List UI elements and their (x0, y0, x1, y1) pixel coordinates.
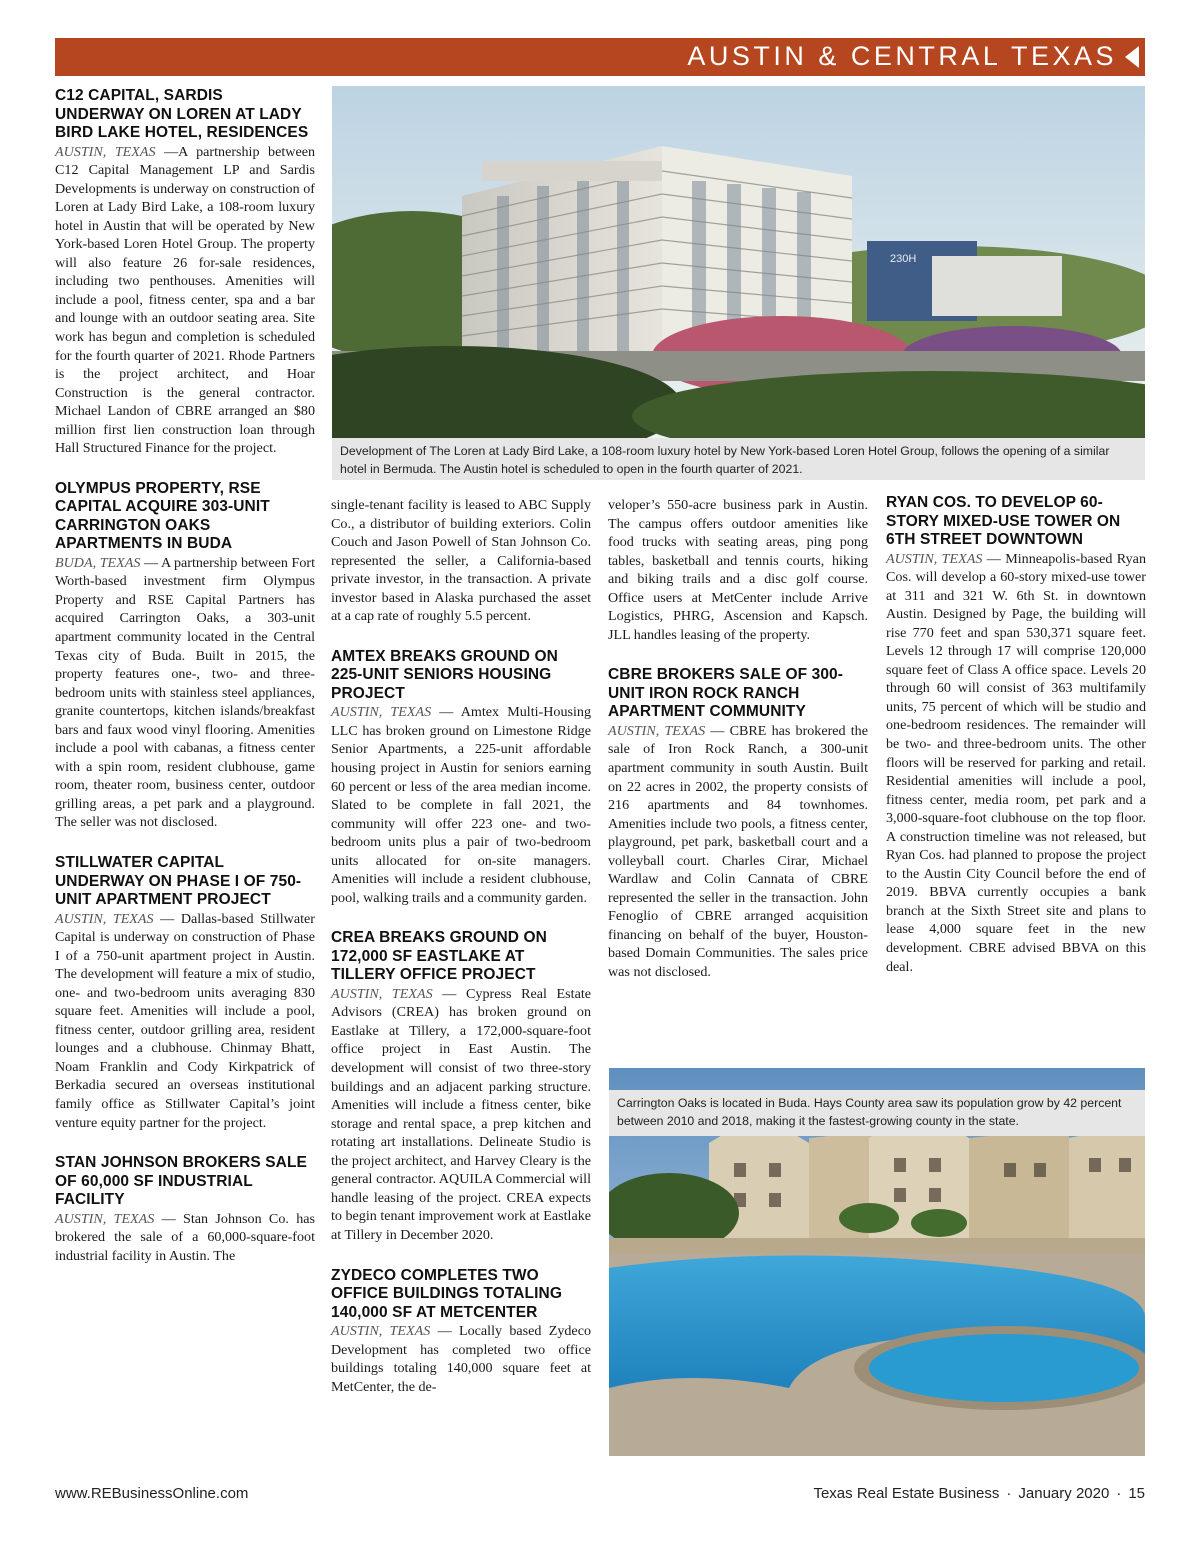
headline: OLYMPUS PROPERTY, RSE CAPITAL ACQUIRE 303-UNIT CARRINGTON OAKS APARTMENTS IN BUDA (55, 479, 270, 553)
issue-date: January 2020 (1018, 1485, 1110, 1502)
article-text: — Stan Johnson Co. has brokered the sale of a 60,000-square-foot industrial facility in Austin. The (55, 1210, 316, 1264)
separator: · (1116, 1485, 1122, 1502)
article-stan-johnson (55, 1154, 315, 1265)
headline: RYAN COS. TO DEVELOP 60-STORY MIXED-USE TOWER ON 6TH STREET DOWNTOWN (886, 494, 1121, 548)
article-amtex (331, 648, 591, 908)
headline: CBRE BROKERS SALE OF 300-UNIT IRON ROCK RANCH APARTMENT COMMUNITY (608, 666, 844, 721)
article-text: veloper’s 550-acre business park in Austin. The campus offers outdoor amenities like food trucks with seating areas, ping pong tables, basketball and tennis courts, hiking and biking trails and a disc golf course. Office users at MetCenter include Arrive Logistics, PHRG, Ascension and Kapsch. JLL handles leasing of the property. (608, 497, 868, 643)
article-body (55, 143, 315, 458)
footer-publication-info (813, 1485, 1145, 1502)
article-text: — A partnership between Fort Worth-based investment firm Olympus Property and RSE Capital Partners has acquired Carrington Oaks, a 303-unit apartment community located in the Central Texas city of Buda. Built in 2015, the property features one-, two- and three-bedroom units with stainless steel appliances, granite countertops, kitchen islands/breakfast bars and faux wood vinyl flooring. Amenities include a pool with cabanas, a fitness center with a spin room, resident clubhouse, game room, theater room, business center, outdoor grilling areas, a pet park and a playground. The seller was not disclosed. (55, 554, 315, 831)
article-text: — Minneapolis-based Ryan Cos. will develop a 60-story mixed-use tower at 311 and 321 W. 6th St. in downtown Austin. Designed by Page, the building will rise 770 feet and span 530,371 square feet. Levels 12 through 17 will comprise 120,000 square feet of Class A office space. Levels 20 through 60 will consist of 363 multifamily units, 75 percent of which will be studio and one-bedroom residences. The remainder will be two- and three-bedroom units. The other floors will be reserved for parking and retail. Residential amenities will include a pool, fitness center, media room, pet park and a 3,000-square-foot clubhouse on the top floor. A construction timeline was not released, but Ryan Cos. had planned to propose the project to the Austin City Council before the end of 2019. BBVA currently occupies a bank branch at the Sixth Street site and plans to lease 4,000 square feet in the new development. CBRE advised BBVA on this deal. (886, 550, 1146, 975)
column-2 (331, 496, 591, 1418)
section-banner (55, 38, 1145, 76)
article-stillwater-capital (55, 854, 315, 1132)
article-body (331, 1322, 591, 1396)
section-title: AUSTIN & CENTRAL TEXAS (687, 41, 1117, 71)
article-text: single-tenant facility is leased to ABC Supply Co., a distributor of building exteriors. Colin Couch and Jason Powell of Stan Johnson Co. represented the seller, a California-based private investor, in the transaction. A private investor based in Alaska purchased the asset at a cap rate of roughly 5.5 percent. (331, 497, 591, 625)
article-body (886, 550, 1146, 977)
article-body (608, 722, 868, 982)
article-body (331, 703, 591, 907)
article-body (55, 554, 315, 832)
article-text: —A partnership between C12 Capital Management LP and Sardis Developments is underway on construction of Loren at Lady Bird Lake, a 108-room luxury hotel in Austin that will be operated by New York-based Loren Hotel Group. The property will also feature 26 for-sale residences, including two penthouses. Amenities will include a pool, fitness center, spa and a bar and lounge with an outdoor seating area. Site work has begun and completion is scheduled for the fourth quarter of 2021. Rhode Partners is the project architect, and Hoar Construction is the general contractor. Michael Landon of CBRE arranged an $80 million first lien construction loan through Hall Structured Finance for the project. (55, 143, 316, 457)
article-cbre-iron-rock (608, 666, 868, 981)
dateline: AUSTIN, TEXAS (55, 143, 156, 160)
page-number: 15 (1128, 1485, 1145, 1502)
article-ryan-cos (886, 494, 1146, 976)
article-olympus-property (55, 480, 315, 832)
triangle-left-icon (1125, 46, 1139, 68)
headline: AMTEX BREAKS GROUND ON 225-UNIT SENIORS HOUSING PROJECT (331, 647, 558, 702)
article-text: — CBRE has brokered the sale of Iron Rock Ranch, a 300-unit apartment community in south Austin. Built on 22 acres in 2002, the property consists of 216 apartments and 84 townhomes. Amenities include two pools, a fitness center, playground, pet park, basketball court and a volleyball court. Charles Cirar, Michael Wardlaw and Colin Cannata of CBRE represented the seller in the transaction. John Fenoglio of CBRE arranged acquisition financing on behalf of the buyer, Houston-based Domain Communities. The sales price was not disclosed. (608, 722, 868, 980)
footer-website[interactable]: www.REBusinessOnline.com (55, 1485, 249, 1502)
article-c12-capital (55, 87, 315, 458)
article-body (55, 1210, 315, 1266)
article-zydeco-continued (608, 496, 868, 644)
article-text: — Dallas-based Stillwater Capital is underway on construction of Phase I of a 750-unit apartment project in Austin. The development will feature a mix of studio, one- and two-bedroom units averaging 830 square feet. Amenities will include a pool, fitness center, outdoor grilling area, resident lounges and a clubhouse. Chinmay Bhatt, Noam Franklin and Cody Kirkpatrick of Berkadia secured an overseas institutional family office as Stillwater Capital’s joint venture equity partner for the project. (55, 910, 315, 1131)
dateline: BUDA, TEXAS (55, 554, 141, 571)
article-body (331, 985, 591, 1245)
column-3 (608, 496, 868, 1004)
dateline: AUSTIN, TEXAS (55, 910, 154, 927)
hotel-rendering-photo (332, 86, 1145, 438)
dateline: AUSTIN, TEXAS (331, 704, 432, 721)
article-stan-johnson-continued (331, 496, 591, 626)
headline: STILLWATER CAPITAL UNDERWAY ON PHASE I OF 750-UNIT APARTMENT PROJECT (55, 854, 302, 908)
publication-name: Texas Real Estate Business (813, 1485, 1000, 1502)
headline: C12 CAPITAL, SARDIS UNDERWAY ON LOREN AT LADY BIRD LAKE HOTEL, RESIDENCES (55, 87, 309, 141)
article-text: — Locally based Zydeco Development has completed two office buildings totaling 140,000 square feet at MetCenter, the de- (331, 1323, 591, 1395)
dateline: AUSTIN, TEXAS (331, 985, 433, 1002)
headline: STAN JOHNSON BROKERS SALE OF 60,000 SF INDUSTRIAL FACILITY (55, 1154, 307, 1209)
photo-caption: Development of The Loren at Lady Bird Lake, a 108-room luxury hotel by New York-based Loren Hotel Group, follows the opening of a similar hotel in Bermuda. The Austin hotel is scheduled to open in the fourth quarter of 2021. (332, 438, 1145, 480)
separator: · (1006, 1485, 1012, 1502)
building-sign-text: 230H (890, 253, 917, 265)
dateline: AUSTIN, TEXAS (55, 1210, 155, 1227)
column-1 (55, 87, 315, 1287)
article-text: — Cypress Real Estate Advisors (CREA) has broken ground on Eastlake at Tillery, a 172,000-square-foot office project in East Austin. The development will consist of two three-story buildings and an adjacent parking structure. Amenities will include a fitness center, bike storage and rental space, a prep kitchen and rotating art installations. Delineate Studio is the project architect, and Harvey Cleary is the general contractor. AQUILA Commercial will handle leasing of the project. CREA expects to begin tenant improvement work at Eastlake at Tillery in December 2020. (331, 985, 591, 1243)
column-4 (886, 494, 1146, 998)
article-body (55, 910, 315, 1133)
headline: CREA BREAKS GROUND ON 172,000 SF EASTLAKE AT TILLERY OFFICE PROJECT (331, 929, 547, 984)
photo-caption: Carrington Oaks is located in Buda. Hays County area saw its population grow by 42 percent between 2010 and 2018, making it the fastest-growing county in the state. (609, 1090, 1145, 1136)
dateline: AUSTIN, TEXAS (608, 722, 706, 739)
article-zydeco (331, 1267, 591, 1397)
dateline: AUSTIN, TEXAS (886, 550, 983, 567)
dateline: AUSTIN, TEXAS (331, 1323, 431, 1339)
article-crea (331, 929, 591, 1244)
article-text: — Amtex Multi-Housing LLC has broken ground on Limestone Ridge Senior Apartments, a 225-unit affordable housing project in Austin for seniors earning 60 percent or less of the area median income. Slated to be complete in fall 2021, the community will offer 223 one- and two-bedroom units plus a pair of two-bedroom units allocated for on-site managers. Amenities will include a resident clubhouse, pool, walking trails and a community garden. (331, 704, 591, 906)
headline: ZYDECO COMPLETES TWO OFFICE BUILDINGS TOTALING 140,000 SF AT METCENTER (331, 1266, 562, 1321)
